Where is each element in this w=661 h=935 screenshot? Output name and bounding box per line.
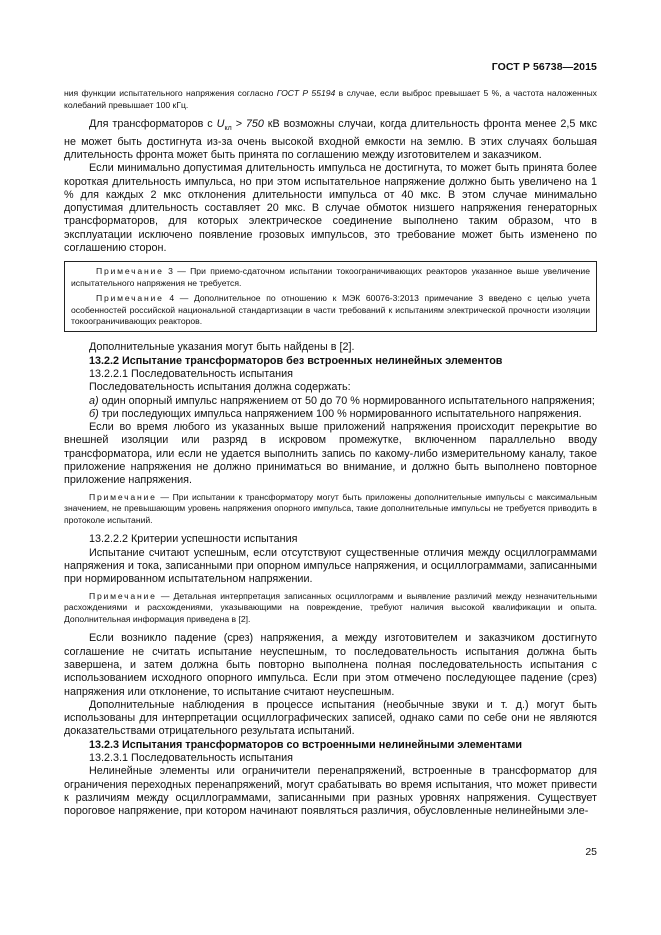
paragraph-front-duration: Для трансформаторов с $U_{кл} > 750$ кВ возможны случаи, когда длительность фронта менее 2,5 мкс не может быть достигнута из-за очень высокой входной емкости на землю. В этих случаях большая длительность фронта может быть принята по соглашению между изготовителем и заказчиком.	[64, 118, 597, 161]
paragraph-min-duration: Если минимально допустимая длительность импульса не достигнута, то может быть принята более короткая длительность импульса, но при этом испытательное напряжение должно быть увеличено на 1 % для каждых 2 мкс отклонения длительности импульса от 40 мкс. В этом случае минимально допустимая длительность составляет 20 мкс. В случае обмоток низшего напряжения генераторных трансформаторов, для которых электрическое соединение выполнено таким образом, что в эксплуатации исключено появление грозовых импульсов, это требование может быть изменено по соглашению сторон.	[64, 162, 597, 255]
note-label: Примечание	[96, 266, 164, 277]
note-4: Примечание 4 — Дополнительное по отношению к МЭК 60076-3:2013 примечание 3 введено с целью учета особенностей российской национальной стандартизации в части требований к испытаниям электрической прочности изоляции токоограничивающих реакторов.	[71, 293, 590, 326]
voltage-condition: > 750	[231, 118, 264, 131]
list-marker: а)	[89, 394, 99, 407]
note-label: Примечание	[89, 590, 157, 601]
paragraph-additional-guidance: Дополнительные указания могут быть найдены в [2].	[89, 341, 355, 354]
standard-reference: ГОСТ Р 55194	[276, 88, 336, 98]
section-13-2-2-1-heading: 13.2.2.1 Последовательность испытания	[89, 367, 293, 380]
paragraph-sequence-intro: Последовательность испытания должна содержать:	[89, 381, 351, 394]
section-13-2-2-2-heading: 13.2.2.2 Критерии успешности испытания	[89, 533, 298, 546]
paragraph-chopped-voltage: Если возникло падение (срез) напряжения, а между изготовителем и заказчиком достигнуто соглашение не считать испытание неуспешным, то последовательность испытания должна быть завершена, и затем должна быть повторно выполнена полная последовательность испытания с использованием исходного опорного импульса. Если при этом отмечено последующее падение (срез) напряжения или отклонение, то испытание считают неуспешным.	[64, 632, 597, 698]
note-interpretation: Примечание — Детальная интерпретация записанных осциллограмм и выявление различий между незначительными расхождениями и расхождениями, указывающими на повреждение, требуют наличия высокой квалификации и опыта. Дополнительная информация приведена в [2].	[64, 590, 597, 624]
list-marker: б)	[89, 407, 99, 420]
list-item-a: а) один опорный импульс напряжением от 50 до 70 % нормированного испытательного напряжения;	[89, 394, 595, 407]
paragraph-success-criteria: Испытание считают успешным, если отсутствуют существенные отличия между осциллограммами напряжения и тока, записанными при опорном импульсе напряжения, и осциллограммами, записанными при нормированном испытательном напряжении.	[64, 546, 597, 586]
page-body	[64, 88, 597, 819]
list-item-b: б) три последующих импульса напряжением 100 % нормированного испытательного напряжения.	[89, 407, 582, 420]
note-label: Примечание	[96, 293, 164, 304]
document-code: ГОСТ Р 56738—2015	[491, 61, 597, 73]
section-13-2-3-1-heading: 13.2.3.1 Последовательность испытания	[89, 752, 293, 765]
section-13-2-3-heading: 13.2.3 Испытания трансформаторов со встроенными нелинейными элементами	[89, 738, 523, 751]
paragraph-flashover: Если во время любого из указанных выше приложений напряжения происходит перекрытие во внешней изоляции или разряд в искровом промежутке, включенном параллельно вводу трансформатора, или если не удается выполнить запись по какому-либо измерительному каналу, такое приложение напряжения не должно приниматься во внимание, и должно быть выполнено повторное приложение напряжения.	[64, 421, 597, 487]
continuation-paragraph: ния функции испытательного напряжения согласно ГОСТ Р 55194 в случае, если выброс превышает 5 %, а частота наложенных колебаний превышает 100 кГц.	[64, 88, 597, 110]
paragraph-additional-observations: Дополнительные наблюдения в процессе испытания (необычные звуки и т. д.) могут быть использованы для интерпретации осциллографических записей, однако сами по себе они не являются доказательствами отрицательного результата испытаний.	[64, 698, 597, 738]
page-number: 25	[585, 846, 597, 858]
voltage-symbol: U	[216, 118, 225, 131]
note-label: Примечание	[89, 491, 157, 502]
paragraph-nonlinear-elements: Нелинейные элементы или ограничители перенапряжений, встроенные в трансформатор для ограничения переходных перенапряжений, могут срабатывать во время испытания, что может привести к различиям между осциллограммами, записанными при разных уровнях напряжения. Существует пороговое напряжение, при котором начинают появляться различия, обусловленные нелинейными эле-	[64, 765, 597, 818]
section-13-2-2-heading: 13.2.2 Испытание трансформаторов без встроенных нелинейных элементов	[89, 354, 503, 367]
note-3: Примечание 3 — При приемо-сдаточном испытании токоограничивающих реакторов указанное выше увеличение испытательного напряжения не требуется.	[71, 266, 590, 288]
voltage-subscript: кл	[224, 125, 232, 133]
note-additional-impulses: Примечание — При испытании к трансформатору могут быть приложены дополнительные импульсы с максимальным значением, не превышающим уровень напряжения опорного импульса, такие дополнительные импульсы не требуется приводить в протоколе испытаний.	[64, 491, 597, 525]
notes-frame	[64, 261, 597, 332]
